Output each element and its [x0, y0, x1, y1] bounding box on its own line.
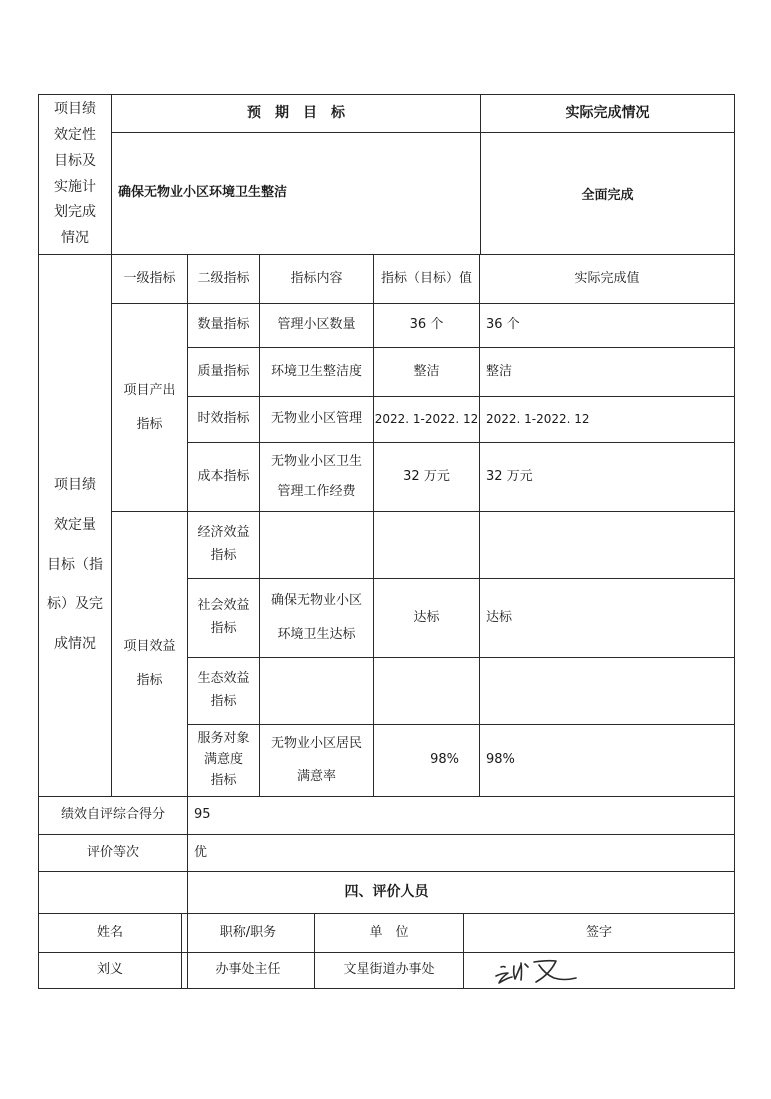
score-label: 绩效自评综合得分 [60, 807, 165, 823]
table-row-actual: 36 个 [486, 317, 520, 333]
header-target: 指标（目标）值 [380, 270, 472, 286]
table-row-actual [480, 512, 734, 578]
person-name: 刘义 [96, 962, 123, 978]
table-row-content: 环境卫生整洁度 [270, 363, 362, 379]
header-actual: 实际完成值 [574, 270, 640, 286]
table-row-level2: 时效指标 [197, 411, 250, 427]
table-row-target: 98% [430, 752, 459, 768]
evaluators-section-title: 四、评价人员 [344, 884, 429, 901]
expected-goal-text: 确保无物业小区环境卫生整洁 [118, 185, 288, 201]
header-title: 职称/职务 [219, 924, 277, 940]
person-title: 办事处主任 [215, 962, 281, 978]
header-signature: 签字 [585, 924, 612, 940]
quantitative-row-label: 项目绩 效定量 目标（指 标）及完 成情况 [47, 476, 103, 653]
header-level2: 二级指标 [197, 270, 250, 286]
header-level1: 一级指标 [123, 270, 176, 286]
table-row-target [374, 658, 479, 724]
table-row-content: 确保无物业小区 环境卫生达标 [270, 593, 362, 642]
table-row-target: 整洁 [413, 363, 440, 379]
table-row-target: 36 个 [409, 317, 444, 333]
qualitative-row-label: 项目绩 效定性 目标及 实施计 划完成 情况 [54, 100, 96, 247]
table-row-content: 无物业小区卫生 管理工作经费 [270, 454, 362, 499]
grade-value: 优 [194, 844, 208, 860]
table-row-content: 管理小区数量 [277, 317, 356, 333]
grade-label: 评价等次 [86, 844, 139, 860]
table-row-level2: 数量指标 [197, 317, 250, 333]
table-row-actual: 32 万元 [486, 468, 533, 484]
table-row-target: 2022. 1-2022. 12 [374, 412, 479, 426]
header-unit: 单 位 [369, 924, 409, 940]
table-row-level2: 服务对象 满意度 指标 [197, 731, 250, 788]
benefit-indicator-group: 项目效益 指标 [123, 639, 176, 688]
table-row-actual: 达标 [486, 609, 513, 625]
table-row-level2: 生态效益 指标 [197, 671, 250, 709]
output-indicator-group: 项目产出 指标 [123, 382, 176, 432]
actual-completion-header: 实际完成情况 [565, 105, 650, 122]
table-row-actual [480, 658, 734, 724]
table-row-actual: 2022. 1-2022. 12 [486, 412, 590, 426]
table-row-level2: 经济效益 指标 [197, 525, 250, 563]
table-row-actual: 整洁 [486, 363, 513, 379]
header-content: 指标内容 [290, 270, 343, 286]
score-value: 95 [194, 807, 211, 823]
table-row-content: 无物业小区居民 满意率 [270, 736, 362, 784]
table-row-actual: 98% [486, 752, 515, 768]
table-row-target: 32 万元 [403, 468, 450, 484]
actual-completion-text: 全面完成 [581, 188, 634, 204]
table-row-content [260, 512, 373, 578]
header-name: 姓名 [96, 924, 123, 940]
handwritten-signature [490, 954, 590, 988]
person-unit: 文星街道办事处 [343, 962, 435, 978]
table-row-content: 无物业小区管理 [270, 411, 362, 427]
table-row-target: 达标 [413, 609, 440, 625]
table-row-level2: 成本指标 [197, 468, 250, 484]
table-row-level2: 社会效益 指标 [197, 598, 250, 636]
table-row-level2: 质量指标 [197, 363, 250, 379]
table-row-target [374, 512, 479, 578]
expected-goal-header: 预 期 目 标 [247, 105, 345, 122]
table-row-content [260, 658, 373, 724]
